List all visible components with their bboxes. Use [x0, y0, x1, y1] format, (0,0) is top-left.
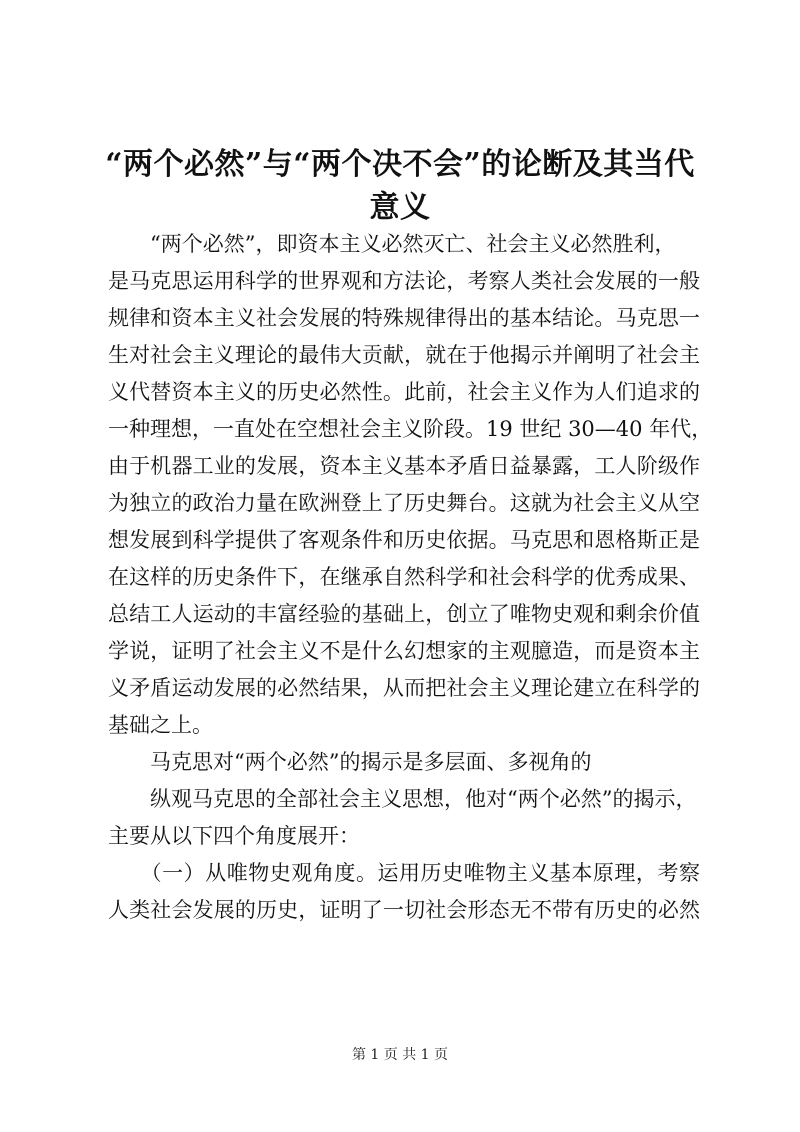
- body-line-10: 在这样的历史条件下，在继承自然科学和社会科学的优秀成果、: [108, 565, 700, 589]
- body-line-19: 人类社会发展的历史，证明了一切社会形态无不带有历史的必然: [108, 898, 700, 922]
- body-line-14: 基础之上。: [108, 713, 213, 737]
- section-heading-line: 马克思对“两个必然”的揭示是多层面、多视角的: [108, 750, 592, 774]
- body-line-5: 义代替资本主义的历史必然性。此前，社会主义作为人们追求的: [108, 380, 700, 404]
- body-line-12: 学说，证明了社会主义不是什么幻想家的主观臆造，而是资本主: [108, 639, 700, 663]
- body-line-3: 规律和资本主义社会发展的特殊规律得出的基本结论。马克思一: [108, 306, 700, 330]
- body-line-7: 由于机器工业的发展，资本主义基本矛盾日益暴露，工人阶级作: [108, 454, 700, 478]
- page-footer: 第 1 页 共 1 页: [351, 1047, 449, 1063]
- document-title: “两个必然”与“两个决不会”的论断及其当代意义: [105, 147, 695, 225]
- body-line-17: 主要从以下四个角度展开：: [108, 824, 360, 848]
- body-line-11: 总结工人运动的丰富经验的基础上，创立了唯物史观和剩余价值: [108, 602, 700, 626]
- body-line-8: 为独立的政治力量在欧洲登上了历史舞台。这就为社会主义从空: [108, 491, 700, 515]
- body-line-9: 想发展到科学提供了客观条件和历史依据。马克思和恩格斯正是: [108, 528, 700, 552]
- body-line-4: 生对社会主义理论的最伟大贡献，就在于他揭示并阐明了社会主: [108, 343, 700, 367]
- body-line-6: 一种理想，一直处在空想社会主义阶段。19 世纪 30—40 年代，: [108, 417, 713, 441]
- body-line-2: 是马克思运用科学的世界观和方法论，考察人类社会发展的一般: [108, 269, 700, 293]
- body-line-1: “两个必然”，即资本主义必然灭亡、社会主义必然胜利，: [108, 232, 676, 256]
- body-line-16: 纵观马克思的全部社会主义思想，他对“两个必然”的揭示，: [108, 787, 697, 811]
- body-line-13: 义矛盾运动发展的必然结果，从而把社会主义理论建立在科学的: [108, 676, 700, 700]
- body-line-18: （一）从唯物史观角度。运用历史唯物主义基本原理，考察: [108, 861, 700, 885]
